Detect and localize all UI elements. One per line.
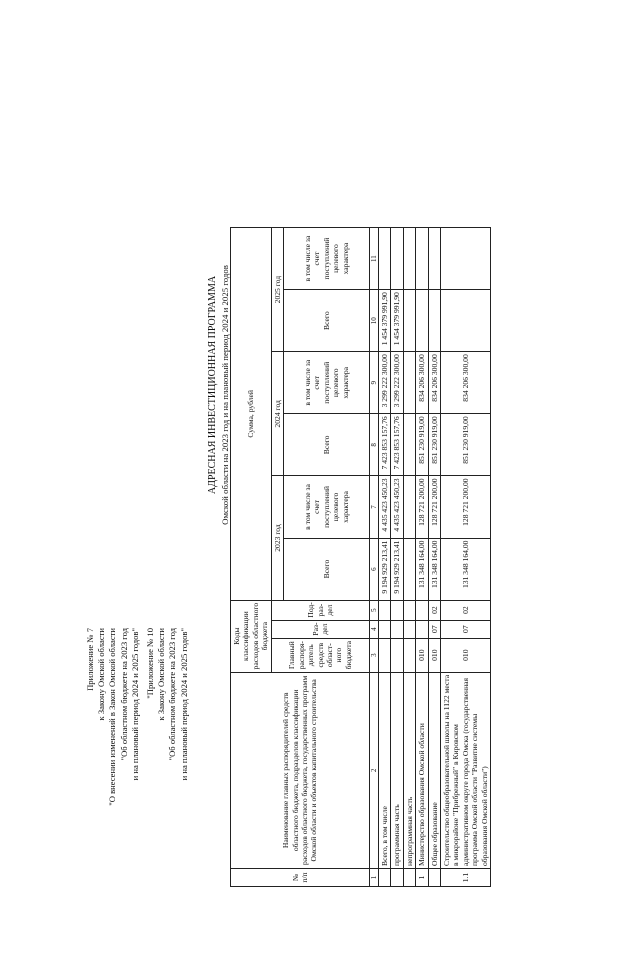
row-2023-target: 4 435 423 450,23 (379, 476, 391, 538)
row-code-podrazdel (379, 600, 391, 620)
row-2024-total: 851 230 919,00 (441, 414, 491, 476)
row-code-razdel (379, 620, 391, 638)
row-name: непрограммная часть (403, 672, 415, 868)
header-total: Всего (284, 290, 370, 352)
row-2025-target (416, 228, 428, 290)
row-name: программная часть (391, 672, 403, 868)
header-name: Наименование главных распорядителей средств областного бюджета, подразделов классификации расходов областного бюджета, государственных программ Омской области и объектов капитального строительства (231, 672, 370, 868)
row-2025-target (403, 228, 415, 290)
header-line: "Приложение № 10 (145, 628, 155, 699)
table-row (391, 228, 403, 887)
row-2024-target: 834 206 300,00 (416, 352, 428, 414)
column-index-row (370, 228, 379, 887)
row-code-razdel: 07 (428, 620, 440, 638)
row-2024-target: 3 299 222 300,00 (379, 352, 391, 414)
table-row (428, 228, 440, 887)
row-2023-total: 9 194 929 213,41 (379, 538, 391, 600)
table-row (403, 228, 415, 887)
column-index: 1 (370, 868, 379, 886)
column-index: 11 (370, 228, 379, 290)
header-line: "Об областном бюджете на 2023 год (118, 628, 129, 761)
column-index: 7 (370, 476, 379, 538)
header-line: "Об областном бюджете на 2023 год (167, 628, 178, 761)
row-2023-target: 4 435 423 450,23 (391, 476, 403, 538)
row-code-grbs (403, 638, 415, 672)
header-line: и на плановый период 2024 и 2025 годов" (178, 628, 189, 781)
header-code-grbs: Главный распоря-дитель средств област-ного бюджета (271, 638, 369, 672)
row-2025-target (428, 228, 440, 290)
row-code-razdel (391, 620, 403, 638)
row-2023-target: 128 721 200,00 (416, 476, 428, 538)
column-index: 9 (370, 352, 379, 414)
row-2023-target (403, 476, 415, 538)
header-code-razdel: Раз-дел (271, 620, 369, 638)
column-index: 2 (370, 672, 379, 868)
header-line: Приложение № 7 (85, 628, 95, 691)
row-code-grbs: 010 (416, 638, 428, 672)
column-index: 5 (370, 600, 379, 620)
row-num: 1 (416, 868, 428, 886)
row-code-razdel: 07 (441, 620, 491, 638)
row-2025-total (428, 290, 440, 352)
row-2023-total: 9 194 929 213,41 (391, 538, 403, 600)
row-2025-target (379, 228, 391, 290)
row-2023-total (403, 538, 415, 600)
row-2023-total: 131 348 164,00 (441, 538, 491, 600)
header-codes: Коды классификации расходов областного бюджета (231, 600, 272, 672)
document-subtitle: Омской области на 2023 год и на плановый период 2024 и 2025 годов (220, 265, 230, 525)
column-index: 6 (370, 538, 379, 600)
row-code-podrazdel: 02 (428, 600, 440, 620)
row-2024-target (403, 352, 415, 414)
row-2023-total: 131 348 164,00 (416, 538, 428, 600)
header-target: в том числе за счет поступлений целевого характера (284, 476, 370, 538)
row-2025-total: 1 454 379 991,90 (391, 290, 403, 352)
header-year-2024: 2024 год (271, 352, 283, 476)
row-2024-total: 851 230 919,00 (416, 414, 428, 476)
row-code-podrazdel (416, 600, 428, 620)
row-code-grbs: 010 (428, 638, 440, 672)
row-code-razdel (403, 620, 415, 638)
row-2025-total (403, 290, 415, 352)
document-title: АДРЕСНАЯ ИНВЕСТИЦИОННАЯ ПРОГРАММА (207, 275, 218, 495)
row-name: Всего, в том числе (379, 672, 391, 868)
row-code-podrazdel: 02 (441, 600, 491, 620)
row-2024-total: 7 423 853 157,76 (391, 414, 403, 476)
row-code-grbs (379, 638, 391, 672)
row-code-grbs: 010 (441, 638, 491, 672)
header-line: к Закону Омской области (156, 628, 167, 721)
table-row (441, 228, 491, 887)
row-2025-target (441, 228, 491, 290)
row-num (403, 868, 415, 886)
row-num: 1.1 (441, 868, 491, 886)
header-num: № п/п (231, 868, 370, 886)
row-2023-target: 128 721 200,00 (441, 476, 491, 538)
header-target: в том числе за счет поступлений целевого характера (284, 352, 370, 414)
header-line: "О внесении изменений в Закон Омской области (107, 628, 118, 806)
column-index: 8 (370, 414, 379, 476)
row-name: Министерство образования Омской области (416, 672, 428, 868)
header-line: и на плановый период 2024 и 2025 годов" (129, 628, 140, 781)
appendix-10-header (145, 628, 190, 958)
row-2025-total: 1 454 379 991,90 (379, 290, 391, 352)
appendix-7-header (85, 628, 141, 958)
header-sum: Сумма, рублей (231, 228, 272, 601)
row-2025-target (391, 228, 403, 290)
row-2023-total: 131 348 164,00 (428, 538, 440, 600)
row-2024-total (403, 414, 415, 476)
row-name: Общее образование (428, 672, 440, 868)
row-name: Строительство общеобразовательной школы на 1122 места в микрорайоне "Прибрежный" в Кировском административном округе города Омска (государственная программа Омской области "Развитие системы образования Омской области") (441, 672, 491, 868)
row-2023-target: 128 721 200,00 (428, 476, 440, 538)
row-num (391, 868, 403, 886)
column-index: 4 (370, 620, 379, 638)
table-row (379, 228, 391, 887)
table-row (416, 228, 428, 887)
column-index: 3 (370, 638, 379, 672)
header-year-2023: 2023 год (271, 476, 283, 600)
row-2025-total (416, 290, 428, 352)
investment-program-table (230, 227, 491, 887)
column-index: 10 (370, 290, 379, 352)
row-2024-total: 7 423 853 157,76 (379, 414, 391, 476)
row-2024-target: 834 206 300,00 (441, 352, 491, 414)
row-num (379, 868, 391, 886)
row-num (428, 868, 440, 886)
header-total: Всего (284, 538, 370, 600)
row-code-grbs (391, 638, 403, 672)
row-code-razdel (416, 620, 428, 638)
row-2024-target: 3 299 222 300,00 (391, 352, 403, 414)
header-year-2025: 2025 год (271, 228, 283, 352)
row-2024-total: 851 230 919,00 (428, 414, 440, 476)
header-line: к Закону Омской области (96, 628, 107, 721)
row-2025-total (441, 290, 491, 352)
row-code-podrazdel (391, 600, 403, 620)
header-target: в том числе за счет поступлений целевого характера (284, 228, 370, 290)
row-2024-target: 834 206 300,00 (428, 352, 440, 414)
header-total: Всего (284, 414, 370, 476)
row-code-podrazdel (403, 600, 415, 620)
header-code-podrazdel: Под-раз-дел (271, 600, 369, 620)
